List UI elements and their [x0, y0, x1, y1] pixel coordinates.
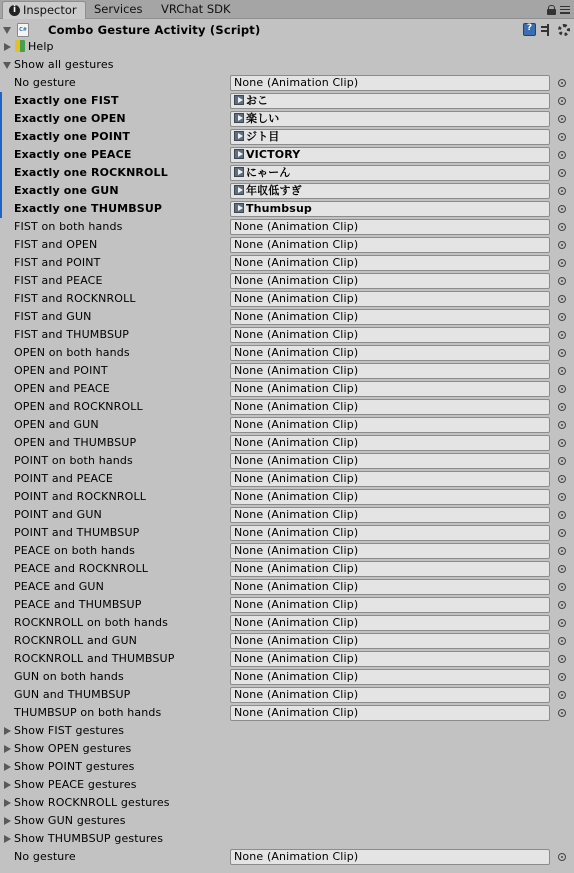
gesture-row [0, 146, 574, 164]
animation-clip-value: None (Animation Clip) [234, 454, 359, 467]
foldout-label: Show ROCKNROLL gestures [14, 796, 170, 809]
animation-clip-icon [234, 149, 244, 159]
foldout-arrow-icon[interactable] [4, 781, 11, 789]
animation-clip-value: None (Animation Clip) [234, 580, 359, 593]
gesture-row [0, 308, 574, 326]
component-foldout-arrow-icon[interactable] [3, 27, 11, 34]
object-picker-icon[interactable] [558, 115, 566, 123]
gesture-foldout[interactable] [0, 812, 574, 830]
object-picker-icon[interactable] [558, 403, 566, 411]
component-header-icons [523, 23, 570, 36]
gesture-row [0, 614, 574, 632]
gesture-label: GUN and THUMBSUP [14, 688, 131, 701]
object-picker-icon[interactable] [558, 79, 566, 87]
animation-clip-field[interactable] [230, 255, 550, 271]
animation-clip-value: None (Animation Clip) [234, 274, 359, 287]
animation-clip-field[interactable] [230, 399, 550, 415]
gesture-label: PEACE and GUN [14, 580, 104, 593]
gesture-label: FIST and PEACE [14, 274, 103, 287]
show-all-foldout-arrow-icon[interactable] [3, 62, 11, 69]
object-picker-icon[interactable] [558, 133, 566, 141]
gesture-row [0, 164, 574, 182]
animation-clip-field[interactable] [230, 651, 550, 667]
help-badge-icon [15, 40, 25, 52]
object-picker-icon[interactable] [558, 637, 566, 645]
animation-clip-value: None (Animation Clip) [234, 688, 359, 701]
object-picker-icon[interactable] [558, 565, 566, 573]
gesture-label: OPEN and GUN [14, 418, 99, 431]
gesture-row [0, 470, 574, 488]
gesture-foldout[interactable] [0, 722, 574, 740]
animation-clip-field[interactable] [230, 309, 550, 325]
gesture-row [0, 290, 574, 308]
foldout-label: Show OPEN gestures [14, 742, 132, 755]
object-picker-icon[interactable] [558, 367, 566, 375]
foldout-arrow-icon[interactable] [4, 835, 11, 843]
gesture-row [0, 506, 574, 524]
animation-clip-icon [234, 131, 244, 141]
animation-clip-value: Thumbsup [246, 202, 312, 215]
gesture-label: ROCKNROLL and THUMBSUP [14, 652, 175, 665]
object-picker-icon[interactable] [558, 349, 566, 357]
object-picker-icon[interactable] [558, 187, 566, 195]
object-picker-icon[interactable] [558, 439, 566, 447]
gesture-label: Exactly one FIST [14, 94, 119, 107]
animation-clip-field[interactable] [230, 183, 550, 199]
lock-icon[interactable] [547, 5, 556, 15]
animation-clip-field[interactable] [230, 291, 550, 307]
animation-clip-value: None (Animation Clip) [234, 382, 359, 395]
animation-clip-value: None (Animation Clip) [234, 292, 359, 305]
animation-clip-field[interactable] [230, 381, 550, 397]
gesture-row [0, 668, 574, 686]
animation-clip-value: None (Animation Clip) [234, 400, 359, 413]
gesture-row [0, 434, 574, 452]
gesture-row [0, 74, 574, 92]
gesture-label: FIST and THUMBSUP [14, 328, 130, 341]
gesture-row [0, 686, 574, 704]
object-picker-icon[interactable] [558, 259, 566, 267]
gesture-label: Exactly one OPEN [14, 112, 126, 125]
animation-clip-icon [234, 167, 244, 177]
gesture-row [0, 650, 574, 668]
gesture-row [0, 236, 574, 254]
animation-clip-field[interactable] [230, 453, 550, 469]
gesture-label: No gesture [14, 76, 76, 89]
animation-clip-value: None (Animation Clip) [234, 364, 359, 377]
animation-clip-field[interactable] [230, 705, 550, 721]
animation-clip-field[interactable] [230, 129, 550, 145]
show-all-gestures-label: Show all gestures [14, 58, 114, 71]
animation-clip-field[interactable] [230, 201, 550, 217]
gesture-label: ROCKNROLL on both hands [14, 616, 169, 629]
animation-clip-icon [234, 185, 244, 195]
object-picker-icon[interactable] [558, 691, 566, 699]
gesture-label: PEACE and ROCKNROLL [14, 562, 149, 575]
info-icon [9, 5, 20, 16]
animation-clip-value: None (Animation Clip) [234, 616, 359, 629]
animation-clip-value: None (Animation Clip) [234, 346, 359, 359]
object-picker-icon[interactable] [558, 223, 566, 231]
animation-clip-field[interactable] [230, 489, 550, 505]
gesture-label: No gesture [14, 850, 76, 863]
gesture-foldout[interactable] [0, 776, 574, 794]
gesture-row [0, 542, 574, 560]
gesture-row [0, 398, 574, 416]
animation-clip-value: None (Animation Clip) [234, 256, 359, 269]
tab-vrchat-sdk[interactable] [161, 1, 239, 19]
gesture-label: FIST and POINT [14, 256, 101, 269]
object-picker-icon[interactable] [558, 529, 566, 537]
gesture-label: OPEN and PEACE [14, 382, 110, 395]
animation-clip-field[interactable] [230, 363, 550, 379]
animation-clip-field[interactable] [230, 345, 550, 361]
gesture-label: OPEN and THUMBSUP [14, 436, 137, 449]
animation-clip-value: None (Animation Clip) [234, 508, 359, 521]
animation-clip-field[interactable] [230, 525, 550, 541]
animation-clip-field[interactable] [230, 543, 550, 559]
tab-vrchat-sdk-label: VRChat SDK [161, 2, 231, 16]
object-picker-icon[interactable] [558, 241, 566, 249]
object-picker-icon[interactable] [558, 655, 566, 663]
gesture-row [0, 344, 574, 362]
gesture-row [0, 218, 574, 236]
gesture-label: FIST and ROCKNROLL [14, 292, 136, 305]
animation-clip-field[interactable] [230, 597, 550, 613]
object-picker-icon[interactable] [558, 277, 566, 285]
animation-clip-value: None (Animation Clip) [234, 652, 359, 665]
foldout-label: Show THUMBSUP gestures [14, 832, 164, 845]
animation-clip-field[interactable] [230, 111, 550, 127]
foldout-label: Show POINT gestures [14, 760, 135, 773]
gesture-label: ROCKNROLL and GUN [14, 634, 138, 647]
gesture-row [0, 632, 574, 650]
gesture-label: GUN on both hands [14, 670, 124, 683]
animation-clip-value: None (Animation Clip) [234, 472, 359, 485]
animation-clip-value: VICTORY [246, 148, 301, 161]
gesture-label: FIST on both hands [14, 220, 123, 233]
foldout-arrow-icon[interactable] [4, 745, 11, 753]
gesture-row-final [0, 848, 574, 866]
animation-clip-field[interactable] [230, 633, 550, 649]
gesture-row [0, 92, 574, 110]
foldout-arrow-icon[interactable] [4, 817, 11, 825]
gesture-label: POINT and THUMBSUP [14, 526, 140, 539]
object-picker-icon[interactable] [558, 97, 566, 105]
gesture-label: OPEN and POINT [14, 364, 108, 377]
animation-clip-value: None (Animation Clip) [234, 436, 359, 449]
animation-clip-value: None (Animation Clip) [234, 220, 359, 233]
animation-clip-field[interactable] [230, 669, 550, 685]
gesture-label: POINT and GUN [14, 508, 102, 521]
component-header[interactable] [0, 20, 574, 40]
object-picker-icon[interactable] [558, 511, 566, 519]
animation-clip-value: None (Animation Clip) [234, 76, 359, 89]
component-title: Combo Gesture Activity (Script) [48, 23, 261, 37]
animation-clip-field[interactable] [230, 561, 550, 577]
tab-bar [0, 0, 574, 19]
gesture-row [0, 380, 574, 398]
help-foldout[interactable] [0, 38, 574, 56]
gesture-row [0, 524, 574, 542]
animation-clip-field[interactable] [230, 165, 550, 181]
tab-services[interactable] [94, 1, 151, 19]
gesture-row [0, 596, 574, 614]
gesture-label: FIST and OPEN [14, 238, 98, 251]
gesture-row [0, 326, 574, 344]
animation-clip-value: None (Animation Clip) [234, 562, 359, 575]
object-picker-icon[interactable] [558, 169, 566, 177]
animation-clip-value: None (Animation Clip) [234, 634, 359, 647]
gesture-label: Exactly one ROCKNROLL [14, 166, 168, 179]
object-picker-icon[interactable] [558, 475, 566, 483]
animation-clip-value: None (Animation Clip) [234, 598, 359, 611]
gesture-label: Exactly one PEACE [14, 148, 132, 161]
script-icon [17, 23, 29, 37]
animation-clip-value: None (Animation Clip) [234, 544, 359, 557]
animation-clip-value: None (Animation Clip) [234, 310, 359, 323]
gesture-label: POINT and PEACE [14, 472, 113, 485]
gesture-label: FIST and GUN [14, 310, 92, 323]
animation-clip-field[interactable] [230, 579, 550, 595]
animation-clip-field[interactable] [230, 417, 550, 433]
gesture-foldout[interactable] [0, 830, 574, 848]
foldout-arrow-icon[interactable] [4, 799, 11, 807]
gesture-label: PEACE and THUMBSUP [14, 598, 142, 611]
foldout-arrow-icon[interactable] [4, 727, 11, 735]
gear-icon[interactable] [558, 24, 570, 36]
gesture-row [0, 128, 574, 146]
help-book-icon[interactable] [523, 23, 536, 36]
gesture-label: Exactly one THUMBSUP [14, 202, 163, 215]
gesture-row [0, 362, 574, 380]
gesture-row [0, 200, 574, 218]
object-picker-icon[interactable] [558, 313, 566, 321]
animation-clip-icon [234, 95, 244, 105]
object-picker-icon[interactable] [558, 547, 566, 555]
animation-clip-value: None (Animation Clip) [234, 706, 359, 719]
gesture-row [0, 254, 574, 272]
gesture-row [0, 578, 574, 596]
gesture-row [0, 560, 574, 578]
object-picker-icon[interactable] [558, 601, 566, 609]
object-picker-icon[interactable] [558, 151, 566, 159]
gesture-label: POINT and ROCKNROLL [14, 490, 147, 503]
tab-services-label: Services [94, 2, 143, 16]
object-picker-icon[interactable] [558, 709, 566, 717]
gesture-row [0, 272, 574, 290]
object-picker-icon[interactable] [558, 295, 566, 303]
object-picker-icon[interactable] [558, 493, 566, 501]
animation-clip-value: None (Animation Clip) [234, 670, 359, 683]
animation-clip-value: にゃーん [246, 166, 291, 179]
object-picker-icon[interactable] [558, 331, 566, 339]
gesture-row [0, 452, 574, 470]
gesture-label: THUMBSUP on both hands [14, 706, 162, 719]
animation-clip-field[interactable] [230, 93, 550, 109]
gesture-label: PEACE on both hands [14, 544, 135, 557]
gesture-label: Exactly one GUN [14, 184, 119, 197]
gesture-label: POINT on both hands [14, 454, 133, 467]
foldout-label: Show FIST gestures [14, 724, 125, 737]
gesture-foldout[interactable] [0, 794, 574, 812]
gesture-label: Exactly one POINT [14, 130, 131, 143]
animation-clip-icon [234, 203, 244, 213]
menu-icon[interactable] [560, 5, 570, 15]
gesture-label: OPEN and ROCKNROLL [14, 400, 143, 413]
gesture-row [0, 416, 574, 434]
animation-clip-field[interactable] [230, 687, 550, 703]
animation-clip-field[interactable] [230, 147, 550, 163]
object-picker-icon[interactable] [558, 421, 566, 429]
animation-clip-value: None (Animation Clip) [234, 490, 359, 503]
object-picker-icon[interactable] [558, 583, 566, 591]
gesture-row [0, 182, 574, 200]
gesture-row [0, 110, 574, 128]
object-picker-icon[interactable] [558, 619, 566, 627]
animation-clip-field[interactable] [230, 471, 550, 487]
animation-clip-value: None (Animation Clip) [234, 526, 359, 539]
animation-clip-field[interactable] [230, 219, 550, 235]
animation-clip-field[interactable] [230, 327, 550, 343]
animation-clip-value: 楽しい [246, 112, 280, 125]
animation-clip-value: ジト目 [246, 130, 280, 143]
foldout-arrow-icon[interactable] [4, 763, 11, 771]
object-picker-icon[interactable] [558, 673, 566, 681]
help-foldout-arrow-icon[interactable] [4, 43, 11, 51]
gesture-foldout[interactable] [0, 758, 574, 776]
object-picker-icon[interactable] [558, 457, 566, 465]
animation-clip-value: おこ [246, 94, 269, 107]
animation-clip-value: None (Animation Clip) [234, 328, 359, 341]
animation-clip-field[interactable] [230, 75, 550, 91]
animation-clip-value: 年収低すぎ [246, 184, 302, 197]
help-label: Help [28, 40, 54, 53]
animation-clip-icon [234, 113, 244, 123]
foldout-label: Show PEACE gestures [14, 778, 137, 791]
animation-clip-value: None (Animation Clip) [234, 238, 359, 251]
show-all-gestures-foldout[interactable] [0, 56, 574, 74]
tab-window-controls [547, 2, 570, 17]
gesture-row [0, 704, 574, 722]
object-picker-icon[interactable] [558, 205, 566, 213]
tab-inspector[interactable] [2, 1, 86, 19]
foldout-label: Show GUN gestures [14, 814, 126, 827]
animation-clip-field[interactable] [230, 615, 550, 631]
animation-clip-field[interactable] [230, 273, 550, 289]
gesture-row [0, 488, 574, 506]
animation-clip-field[interactable] [230, 237, 550, 253]
gesture-label: OPEN on both hands [14, 346, 130, 359]
preset-icon[interactable] [541, 24, 553, 36]
animation-clip-field[interactable]: None (Animation Clip) [230, 849, 550, 865]
animation-clip-field[interactable] [230, 507, 550, 523]
animation-clip-field[interactable] [230, 435, 550, 451]
animation-clip-value: None (Animation Clip) [234, 418, 359, 431]
object-picker-icon[interactable] [558, 385, 566, 393]
gesture-foldout[interactable] [0, 740, 574, 758]
object-picker-icon[interactable] [558, 853, 566, 861]
tab-inspector-label: Inspector [23, 3, 77, 17]
